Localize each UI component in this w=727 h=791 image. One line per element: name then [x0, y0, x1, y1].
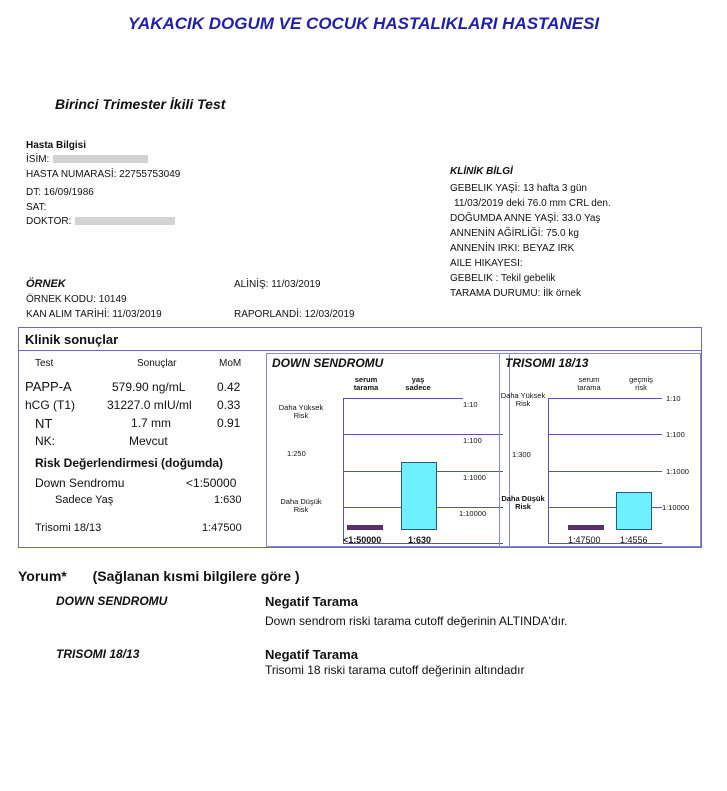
trisomy-cutoff-label: 1:300	[512, 450, 531, 459]
comment-text: Down sendrom riski tarama cutoff değerinin ALTINDA'dır.	[265, 614, 568, 628]
patient-name-label: İSİM:	[26, 154, 50, 165]
comment-subtitle: (Sağlanan kısmi bilgilere göre )	[92, 568, 300, 584]
trisomy-gridline	[548, 434, 662, 435]
trisomy-chart-panel	[499, 353, 701, 547]
result-value: 31227.0 mIU/ml	[107, 398, 192, 412]
result-value: Mevcut	[129, 434, 168, 448]
comment-title: Yorum*	[18, 568, 67, 584]
hospital-name: YAKACIK DOGUM VE COCUK HASTALIKLARI HASTANESI	[127, 14, 600, 33]
trisomy-risk-bar	[616, 492, 652, 530]
risk-down-label: Down Sendromu	[35, 476, 125, 490]
trisomy-bottom-serum: 1:47500	[568, 535, 601, 545]
trisomy-low-risk-label: Daha Düşük Risk	[501, 494, 545, 512]
trisomy-scale-label: 1:10000	[662, 503, 690, 512]
trisomy-col-risk: geçmiş risk	[629, 375, 653, 393]
trisomy-serum-bar	[568, 525, 604, 530]
down-low-risk-label: Daha Düşük Risk	[280, 497, 322, 515]
patient-doctor-row	[26, 216, 175, 227]
trisomy-col-serum: serum tarama	[577, 375, 601, 393]
clinical-line: TARAMA DURUMU: İlk örnek	[450, 288, 581, 299]
trisomy-chart-title: TRISOMI 18/13	[505, 356, 589, 370]
result-test: NK:	[35, 434, 56, 448]
redacted-doctor	[75, 217, 175, 225]
down-col-age: yaş sadece	[405, 375, 431, 393]
down-age-bar	[401, 462, 437, 530]
result-test: NT	[35, 416, 53, 431]
result-mom: 0.33	[217, 398, 241, 412]
down-scale-label: 1:1000	[463, 473, 486, 482]
result-mom: 0.91	[217, 416, 241, 430]
patient-sat: SAT:	[26, 202, 47, 213]
down-gridline	[343, 398, 463, 399]
sample-reported: RAPORLANDİ: 12/03/2019	[234, 309, 355, 320]
down-high-risk-label: Daha Yüksek Risk	[278, 403, 324, 421]
clinical-line: DOĞUMDA ANNE YAŞİ: 33.0 Yaş	[450, 213, 601, 224]
risk-down-value: <1:50000	[186, 476, 237, 490]
trisomy-scale-label: 1:100	[666, 430, 685, 439]
patient-header: Hasta Bilgisi	[26, 140, 87, 151]
col-header-test: Test	[35, 358, 54, 369]
down-chart-panel	[266, 353, 510, 547]
patient-dob: DT: 16/09/1986	[26, 187, 94, 198]
comment-header	[18, 568, 300, 584]
patient-name-row	[26, 154, 148, 165]
comment-label: DOWN SENDROMU	[56, 594, 168, 608]
risk-age-label: Sadece Yaş	[55, 494, 114, 506]
sample-received: ALİNİŞ: 11/03/2019	[234, 279, 321, 290]
col-header-result: Sonuçlar	[137, 358, 177, 369]
clinical-line: 11/03/2019 deki 76.0 mm CRL den.	[454, 198, 611, 209]
result-value: 1.7 mm	[131, 416, 172, 430]
result-test: PAPP-A	[25, 379, 72, 394]
risk-age-value: 1:630	[214, 494, 242, 506]
result-value: 579.90 ng/mL	[112, 380, 186, 394]
down-bottom-serum: <1:50000	[343, 535, 382, 545]
down-scale-label: 1:10000	[459, 509, 487, 518]
down-chart-title: DOWN SENDROMU	[272, 356, 384, 370]
down-bottom-age: 1:630	[408, 535, 432, 545]
clinical-results-box	[18, 327, 702, 548]
down-col-serum: serum tarama	[353, 375, 379, 393]
patient-number: HASTA NUMARASİ: 22755753049	[26, 169, 181, 180]
comment-result: Negatif Tarama	[265, 594, 358, 609]
risk-trisomy-label: Trisomi 18/13	[35, 522, 102, 534]
results-title: Klinik sonuçlar	[25, 332, 119, 347]
result-mom: 0.42	[217, 380, 241, 394]
document-title: Birinci Trimester İkili Test	[55, 96, 226, 112]
down-scale-label: 1:10	[463, 400, 478, 409]
clinical-line: AILE HIKAYESI:	[450, 258, 523, 269]
clinical-line: ANNENİN AĞİRLİĞİ: 75.0 kg	[450, 228, 579, 239]
comment-result: Negatif Tarama	[265, 647, 358, 662]
down-gridline	[343, 434, 503, 435]
result-test: hCG (T1)	[25, 398, 76, 412]
risk-title: Risk Değerlendirmesi (doğumda)	[35, 456, 224, 470]
results-separator	[19, 350, 701, 351]
patient-doctor-label: DOKTOR:	[26, 216, 72, 227]
clinical-line: GEBELIK YAŞİ: 13 hafta 3 gün	[450, 183, 587, 194]
clinical-line: GEBELIK : Tekil gebelik	[450, 273, 556, 284]
trisomy-scale-label: 1:1000	[666, 467, 689, 476]
sample-code: ÖRNEK KODU: 10149	[26, 294, 127, 305]
trisomy-high-risk-label: Daha Yüksek Risk	[500, 391, 546, 409]
clinical-title: KLİNİK BİLGİ	[450, 166, 513, 177]
trisomy-gridline	[548, 471, 662, 472]
trisomy-scale-label: 1:10	[666, 394, 681, 403]
down-serum-bar	[347, 525, 383, 530]
comment-label: TRISOMI 18/13	[56, 647, 140, 661]
down-cutoff-label: 1:250	[287, 449, 306, 458]
risk-trisomy-value: 1:47500	[202, 522, 242, 534]
sample-blood-date: KAN ALIM TARİHİ: 11/03/2019	[26, 309, 162, 320]
col-header-mom: MoM	[219, 358, 242, 369]
redacted-name	[53, 155, 148, 163]
clinical-line: ANNENİN IRKI: BEYAZ IRK	[450, 243, 575, 254]
trisomy-gridline	[548, 398, 662, 399]
comment-text: Trisomi 18 riski tarama cutoff değerinin altındadır	[265, 663, 525, 677]
down-scale-label: 1:100	[463, 436, 482, 445]
sample-title: ÖRNEK	[26, 278, 66, 290]
trisomy-bottom-risk: 1:4556	[620, 535, 648, 545]
